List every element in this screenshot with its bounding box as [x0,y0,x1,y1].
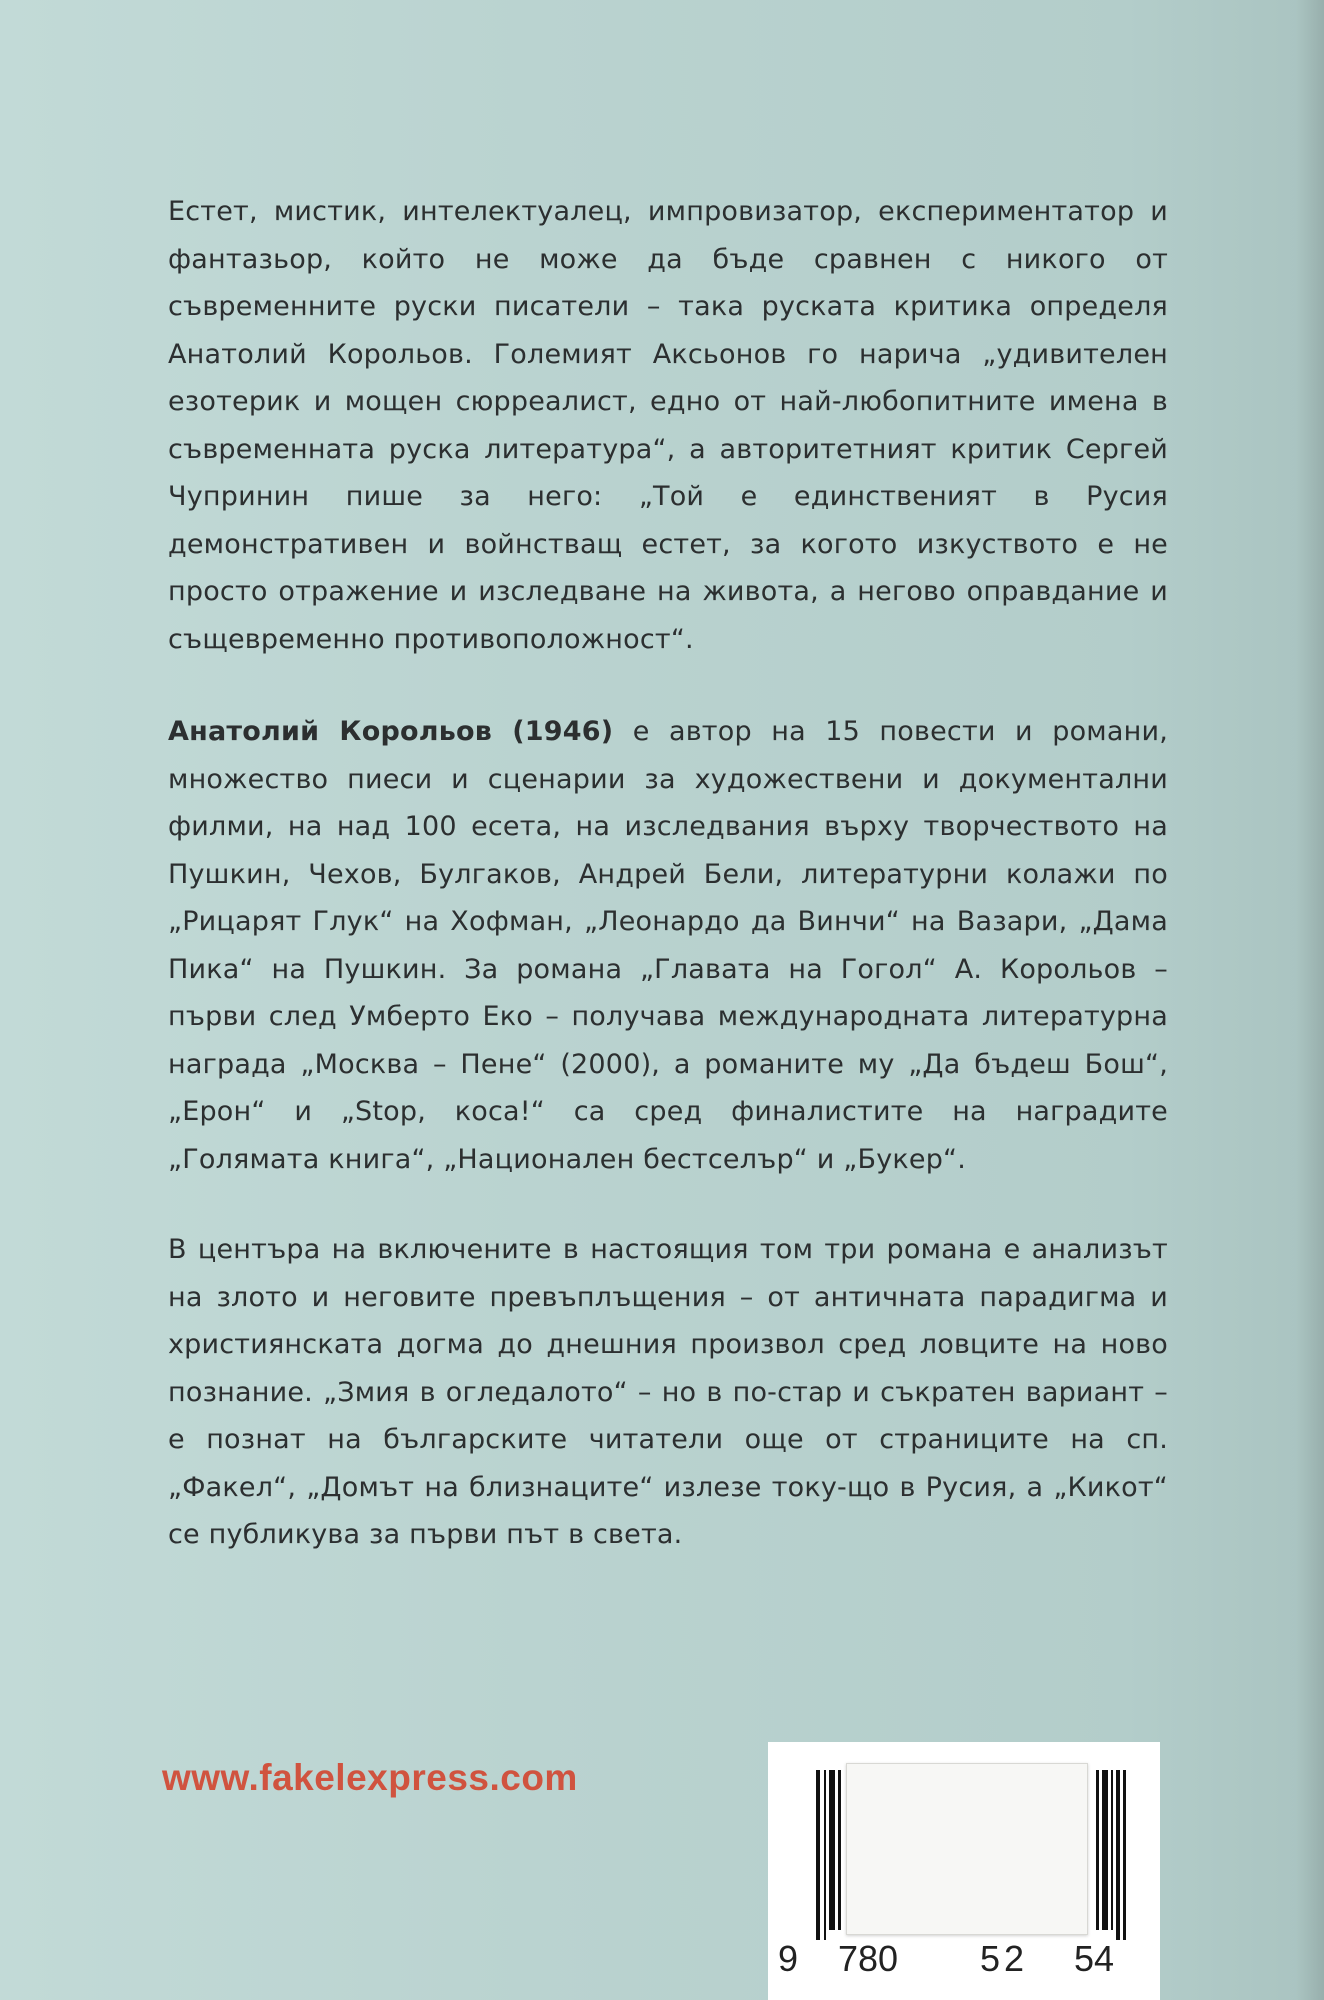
description-paragraph-1: Естет, мистик, интелектуалец, импровизатор, експериментатор и фантазьор, който не може да бъде сравнен с никого от съвременните руски писатели – така руската критика определя Анатолий Корольов. Големият Аксьонов го нарича „удивителен езотерик и мощен сюрреалист, едно от най-любопитните имена в съвременната руска литература“, а авторитетният критик Сергей Чупринин пише за него: „Той е единственият в Русия демонстративен и войнстващ естет, за когото изкуството е не просто отражение и изследване на живота, а негово оправдание и същевременно противоположност“. [168,196,1168,655]
isbn-digit: 54 [1074,1938,1115,1979]
price-sticker [846,1763,1088,1935]
isbn-digit: 9 [778,1938,799,1979]
description-paragraph-2 [168,708,1168,1183]
isbn-digit: 2 [1004,1938,1025,1979]
description-paragraph-3: В центъра на включените в настоящия том три романа е анализът на злото и неговите превъплъщения – от античната парадигма и християнската догма до днешния произвол сред ловците на ново познание. „Змия в огледалото“ – но в по-стар и съкратен вариант – е познат на българските читатели още от страниците на сп. „Факел“, „Домът на близнаците“ излезе току-що в Русия, а „Кикот“ се публикува за първи път в света. [168,1234,1168,1550]
cover-edge-shadow [1296,0,1324,2000]
author-bio: е автор на 15 повести и романи, множество пиеси и сценарии за художествени и документални филми, на над 100 есета, на изследвания върху творчеството на Пушкин, Чехов, Булгаков, Андрей Бели, литературни колажи по „Рицарят Глук“ на Хофман, „Леонардо да Винчи“ на Вазари, „Дама Пика“ на Пушкин. За романа „Главата на Гогол“ А. Корольов – първи след Умберто Еко – получава международната литературна награда „Москва – Пене“ (2000), а романите му „Да бъдеш Бош“, „Ерон“ и „Stop, коса!“ са сред финалистите на наградите „Голямата книга“, „Национален бестселър“ и „Букер“. [168,716,1168,1175]
isbn-barcode [768,1742,1160,2000]
author-name-bold: Анатолий Корольов (1946) [168,716,614,747]
isbn-digit: 780 [838,1938,899,1979]
isbn-digit: 5 [980,1938,1001,1979]
publisher-website-link[interactable]: www.fakelexpress.com [162,1757,578,1798]
isbn-digits [768,1938,1160,1988]
